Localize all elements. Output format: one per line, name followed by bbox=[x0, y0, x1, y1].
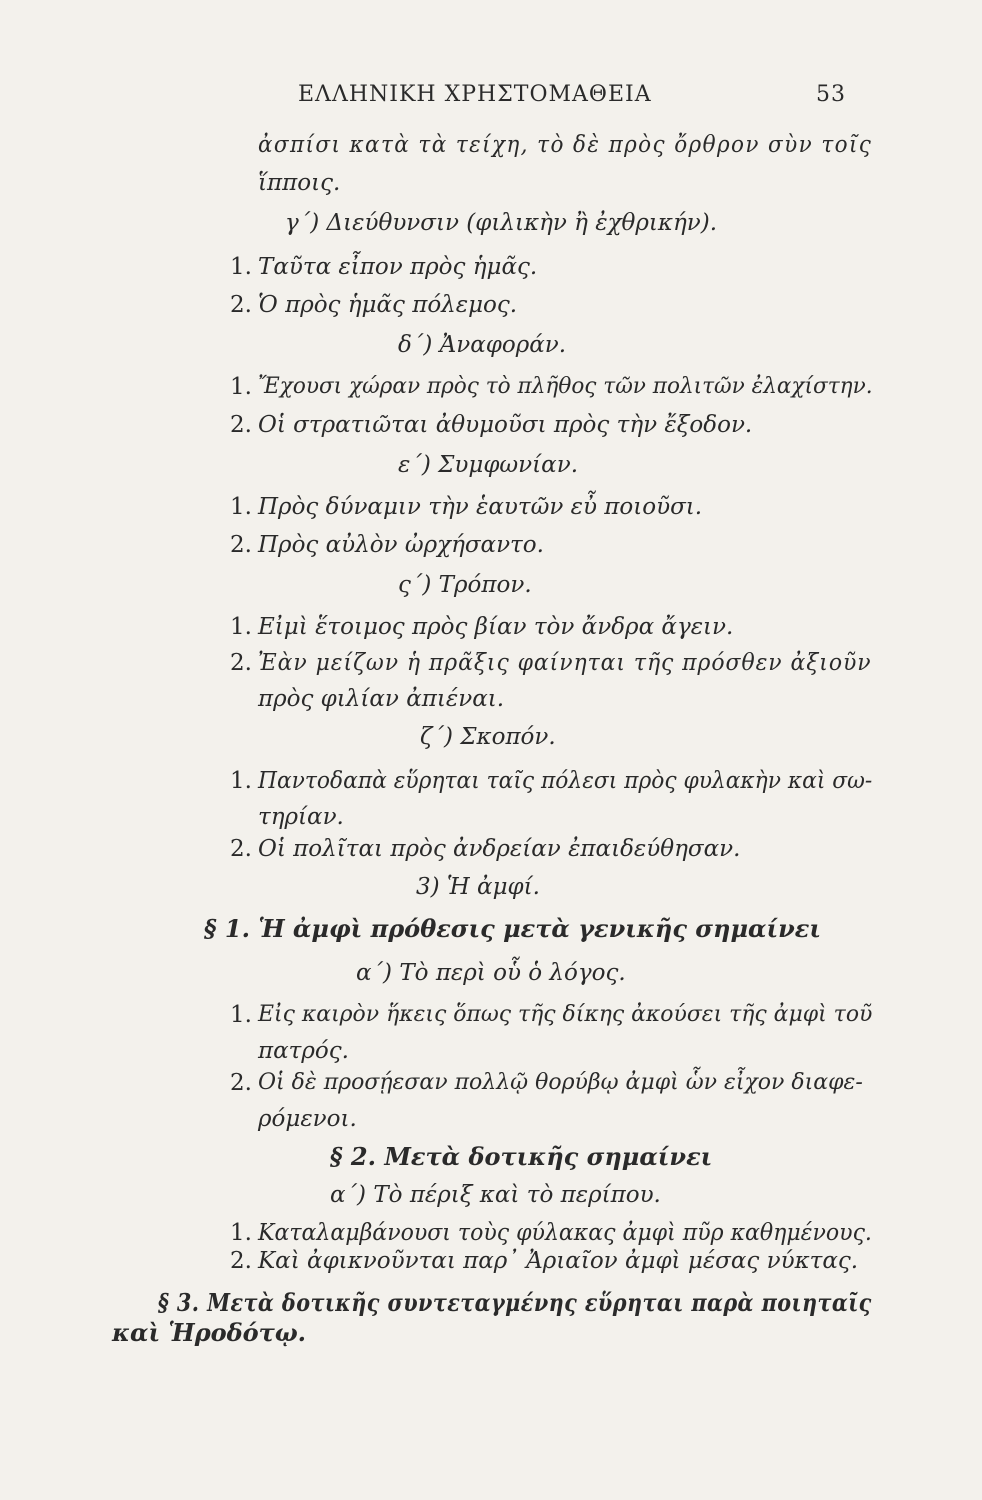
example-sentence: Καταλαμβάνουσι τοὺς φύλακας ἀμφὶ πῦρ καθημένους. bbox=[258, 1220, 872, 1246]
subheading: δ΄) Ἀναφοράν. bbox=[398, 332, 567, 358]
subheading: α΄) Τὸ πέριξ καὶ τὸ περίπου. bbox=[330, 1182, 661, 1208]
text-line: ρόμενοι. bbox=[258, 1106, 357, 1132]
example-sentence: Ταῦτα εἶπον πρὸς ἡμᾶς. bbox=[258, 254, 538, 280]
item-number: 1. bbox=[230, 494, 252, 520]
item-number: 1. bbox=[230, 1002, 252, 1028]
example-sentence: Ἔχουσι χώραν πρὸς τὸ πλῆθος τῶν πολιτῶν ἐλαχίστην. bbox=[258, 374, 873, 399]
item-number: 1. bbox=[230, 254, 252, 280]
running-head-title: ΕΛΛΗΝΙΚΗ ΧΡΗΣΤΟΜΑΘΕΙΑ bbox=[298, 82, 652, 107]
subheading: α΄) Τὸ περὶ οὗ ὁ λόγος. bbox=[356, 960, 626, 986]
section-heading-continuation: καὶ Ἡροδότῳ. bbox=[112, 1318, 307, 1347]
page-number: 53 bbox=[816, 82, 846, 107]
text-line: ἵπποις. bbox=[258, 170, 341, 196]
subheading: ς΄) Τρόπον. bbox=[398, 572, 532, 598]
item-number: 1. bbox=[230, 1220, 252, 1246]
example-sentence: Παντοδαπὰ εὕρηται ταῖς πόλεσι πρὸς φυλακὴν καὶ σω- bbox=[258, 768, 873, 794]
item-number: 2. bbox=[230, 292, 252, 318]
item-number: 1. bbox=[230, 768, 252, 794]
item-number: 2. bbox=[230, 1248, 252, 1274]
example-sentence: Εἰς καιρὸν ἥκεις ὅπως τῆς δίκης ἀκούσει τῆς ἀμφὶ τοῦ bbox=[258, 1002, 873, 1027]
item-number: 2. bbox=[230, 836, 252, 862]
subheading: 3) Ἡ ἀμφί. bbox=[416, 874, 540, 900]
subheading: γ΄) Διεύθυνσιν (φιλικὴν ἢ ἐχθρικήν). bbox=[285, 210, 718, 236]
example-sentence: Οἱ δὲ προσῄεσαν πολλῷ θορύβῳ ἀμφὶ ὧν εἶχον διαφε- bbox=[258, 1070, 863, 1095]
item-number: 2. bbox=[230, 1070, 252, 1096]
section-heading: § 1. Ἡ ἀμφὶ πρόθεσις μετὰ γενικῆς σημαίνει bbox=[204, 914, 821, 943]
example-sentence: Ἐὰν μείζων ἡ πρᾶξις φαίνηται τῆς πρόσθεν ἀξιοῦν bbox=[258, 650, 872, 676]
example-sentence: Εἰμὶ ἕτοιμος πρὸς βίαν τὸν ἄνδρα ἄγειν. bbox=[258, 614, 734, 640]
example-sentence: Πρὸς δύναμιν τὴν ἑαυτῶν εὖ ποιοῦσι. bbox=[258, 494, 703, 520]
item-number: 1. bbox=[230, 374, 252, 400]
item-number: 2. bbox=[230, 532, 252, 558]
text-line: πατρός. bbox=[258, 1038, 349, 1064]
example-sentence: Ὁ πρὸς ἡμᾶς πόλεμος. bbox=[258, 292, 518, 318]
subheading: ε΄) Συμφωνίαν. bbox=[398, 452, 579, 478]
text-line: ἀσπίσι κατὰ τὰ τείχη, τὸ δὲ πρὸς ὄρθρον σὺν τοῖς bbox=[258, 132, 873, 158]
text-line: πρὸς φιλίαν ἀπιέναι. bbox=[258, 686, 505, 712]
item-number: 1. bbox=[230, 614, 252, 640]
example-sentence: Πρὸς αὐλὸν ὠρχήσαντο. bbox=[258, 532, 544, 558]
subheading: ζ΄) Σκοπόν. bbox=[420, 724, 556, 750]
example-sentence: Οἱ στρατιῶται ἀθυμοῦσι πρὸς τὴν ἔξοδον. bbox=[258, 412, 753, 438]
section-heading: § 3. Μετὰ δοτικῆς συντεταγμένης εὕρηται παρὰ ποιηταῖς bbox=[158, 1288, 872, 1317]
example-sentence: Καὶ ἀφικνοῦνται παρ᾽ Ἀριαῖον ἀμφὶ μέσας νύκτας. bbox=[258, 1248, 859, 1274]
example-sentence: Οἱ πολῖται πρὸς ἀνδρείαν ἐπαιδεύθησαν. bbox=[258, 836, 741, 862]
item-number: 2. bbox=[230, 412, 252, 438]
item-number: 2. bbox=[230, 650, 252, 676]
section-heading: § 2. Μετὰ δοτικῆς σημαίνει bbox=[330, 1142, 713, 1171]
text-line: τηρίαν. bbox=[258, 804, 344, 830]
